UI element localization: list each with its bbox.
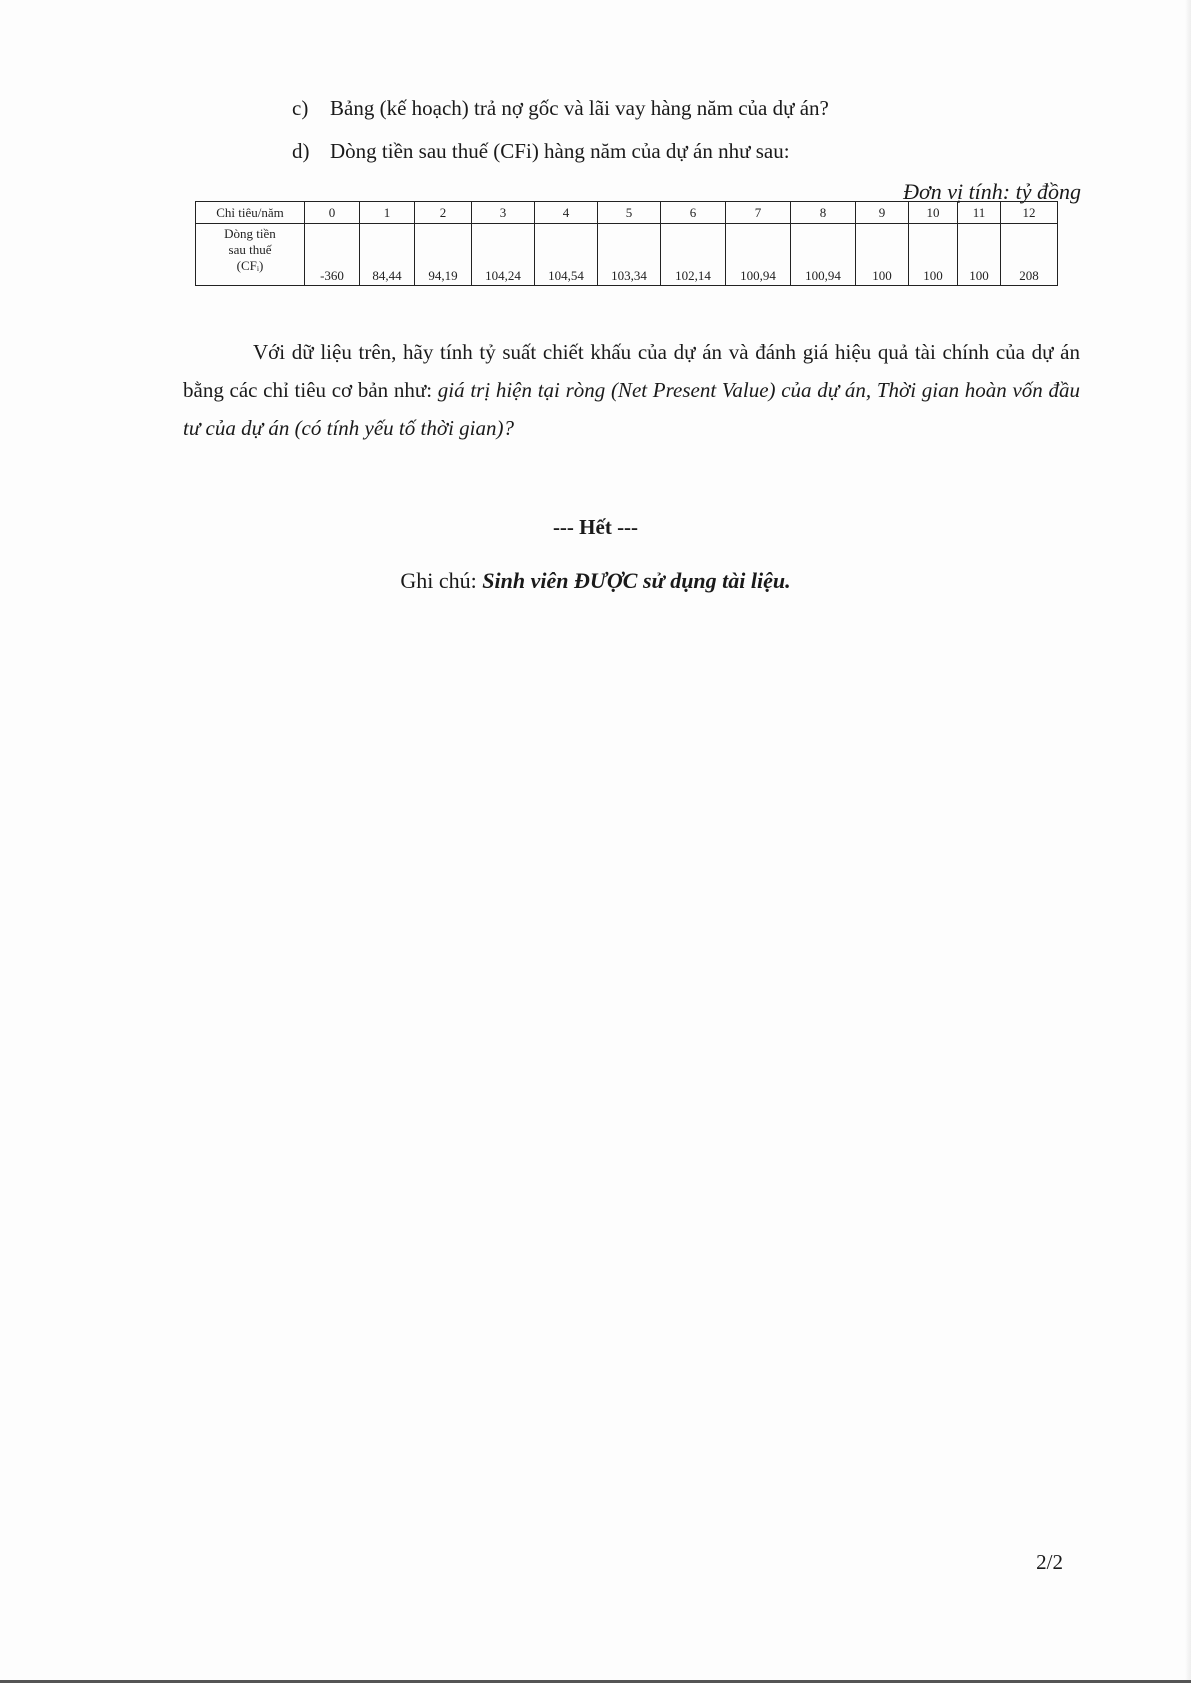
- table-data-row: [196, 224, 1058, 286]
- page-number: 2/2: [1036, 1550, 1063, 1574]
- paragraph-italic-text: giá trị hiện tại ròng (Net Present Value) của dự án, Thời gian hoàn vốn đầu tư của dự án (có tính yếu tố thời gian)?: [183, 378, 1080, 440]
- year-cell: 4: [535, 202, 598, 224]
- year-cell: 2: [415, 202, 472, 224]
- value-cell: 104,24: [472, 224, 535, 286]
- year-cell: 7: [726, 202, 791, 224]
- question-d: [292, 137, 790, 165]
- value-cell: 102,14: [661, 224, 726, 286]
- note-emphasis: Sinh viên ĐƯỢC sử dụng tài liệu.: [482, 568, 791, 593]
- footnote: [0, 568, 1191, 594]
- year-cell: 11: [958, 202, 1001, 224]
- value-cell: 100: [958, 224, 1001, 286]
- year-cell: 10: [909, 202, 958, 224]
- unit-note: Đơn vị tính: tỷ đồng: [903, 179, 1081, 204]
- value-cell: 100: [909, 224, 958, 286]
- value-cell: 100,94: [726, 224, 791, 286]
- value-cell: 84,44: [360, 224, 415, 286]
- note-prefix: Ghi chú:: [400, 568, 483, 593]
- question-d-label: d): [292, 139, 310, 163]
- table-header-row: [196, 202, 1058, 224]
- value-cell: 94,19: [415, 224, 472, 286]
- paragraph-text: Với dữ liệu trên, hãy tính tỷ suất chiết khấu của dự án và đánh giá hiệu quả tài chính của dự án bằng các chỉ tiêu cơ bản như:: [183, 340, 1080, 402]
- value-cell: 100: [856, 224, 909, 286]
- year-cell: 6: [661, 202, 726, 224]
- year-cell: 3: [472, 202, 535, 224]
- cash-flow-table: [195, 201, 1058, 286]
- value-cell: 100,94: [791, 224, 856, 286]
- row-label-line: (CFᵢ): [236, 258, 264, 273]
- value-cell: 208: [1001, 224, 1058, 286]
- value-cell: 104,54: [535, 224, 598, 286]
- header-label: Chỉ tiêu/năm: [196, 202, 305, 224]
- end-marker: --- Hết ---: [552, 515, 639, 539]
- year-cell: 8: [791, 202, 856, 224]
- year-cell: 0: [305, 202, 360, 224]
- question-c-label: c): [292, 96, 309, 120]
- value-cell: -360: [305, 224, 360, 286]
- value-cell: 103,34: [598, 224, 661, 286]
- row-label-line: sau thuế: [228, 242, 272, 257]
- row-label: [196, 224, 305, 286]
- year-cell: 12: [1001, 202, 1058, 224]
- question-c: [292, 94, 829, 122]
- scan-edge-shadow: [1185, 0, 1191, 1683]
- row-label-line: Dòng tiền: [224, 226, 276, 241]
- instruction-paragraph: [183, 333, 1080, 447]
- year-cell: 5: [598, 202, 661, 224]
- question-d-text: Dòng tiền sau thuế (CFi) hàng năm của dự án như sau:: [330, 139, 790, 163]
- year-cell: 1: [360, 202, 415, 224]
- question-c-text: Bảng (kế hoạch) trả nợ gốc và lãi vay hàng năm của dự án?: [330, 96, 829, 120]
- year-cell: 9: [856, 202, 909, 224]
